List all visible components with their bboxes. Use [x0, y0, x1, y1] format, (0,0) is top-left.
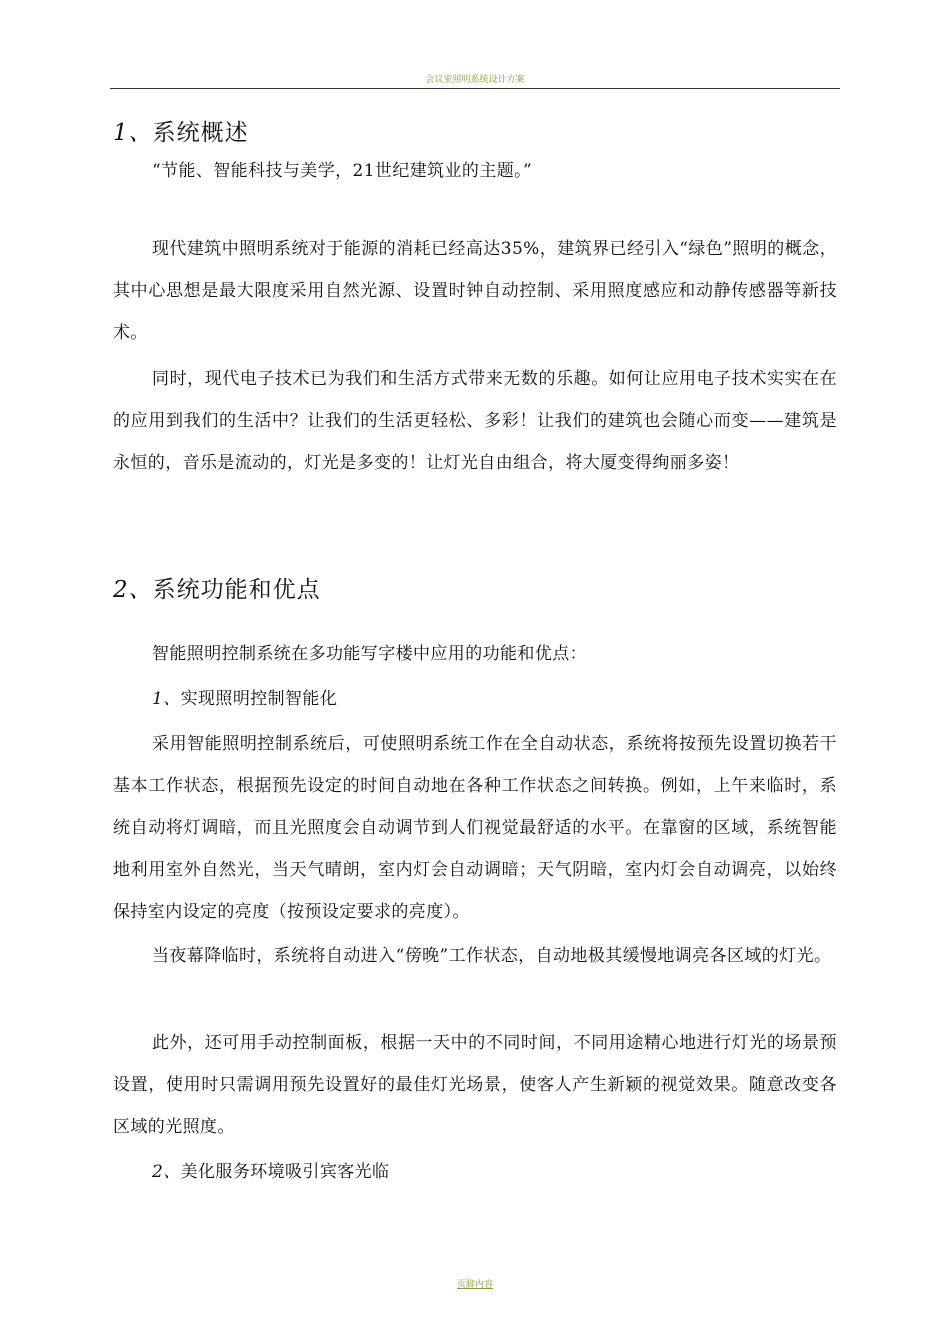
subsection-1-number: 1、	[152, 689, 181, 709]
header-divider	[110, 88, 840, 89]
section-1-number: 1、	[113, 120, 153, 146]
section-2-heading	[113, 575, 321, 605]
section-2-number: 2、	[113, 577, 153, 603]
section-2-paragraph-2: 当夜幕降临时，系统将自动进入“傍晚”工作状态，自动地极其缓慢地调亮各区域的灯光。	[152, 946, 832, 966]
subsection-2-title: 美化服务环境吸引宾客光临	[180, 1162, 390, 1182]
section-2-intro: 智能照明控制系统在多功能写字楼中应用的功能和优点：	[152, 644, 587, 664]
subsection-1-heading	[113, 678, 837, 720]
page-header: 会议室照明系统设计方案	[425, 75, 525, 85]
subsection-2-heading	[113, 1151, 837, 1193]
footer-text: 页脚内容	[456, 1280, 493, 1290]
section-2-title: 系统功能和优点	[152, 577, 321, 603]
section-2-paragraph-1: 采用智能照明控制系统后，可使照明系统工作在全自动状态，系统将按预先设置切换若干基本工作状态，根据预先设定的时间自动地在各种工作状态之间转换。例如，上午来临时，系统自动将灯调暗，而且光照度会自动调节到人们视觉最舒适的水平。在靠窗的区域，系统智能地利用室外自然光，当天气晴朗，室内灯会自动调暗；天气阴暗，室内灯会自动调亮，以始终保持室内设定的亮度（按预设定要求的亮度）。	[113, 734, 837, 922]
page-footer	[0, 1277, 950, 1290]
subsection-1-title: 实现照明控制智能化	[180, 689, 338, 709]
section-2-paragraph-3: 此外，还可用手动控制面板，根据一天中的不同时间，不同用途精心地进行灯光的场景预设置，使用时只需调用预先设置好的最佳灯光场景，使客人产生新颖的视觉效果。随意改变各区域的光照度。	[113, 1033, 837, 1137]
section-1-paragraph-1: 现代建筑中照明系统对于能源的消耗已经高达35%，建筑界已经引入“绿色”照明的概念，其中心思想是最大限度采用自然光源、设置时钟自动控制、采用照度感应和动静传感器等新技术。	[113, 239, 837, 343]
section-1-quote: “节能、智能科技与美学，21世纪建筑业的主题。”	[152, 161, 533, 181]
section-1-title: 系统概述	[152, 120, 249, 146]
section-1-paragraph-2: 同时，现代电子技术已为我们和生活方式带来无数的乐趣。如何让应用电子技术实实在在的应用到我们的生活中？让我们的生活更轻松、多彩！让我们的建筑也会随心而变——建筑是永恒的，音乐是流动的，灯光是多变的！让灯光自由组合，将大厦变得绚丽多姿！	[113, 369, 837, 473]
section-1-heading	[113, 118, 249, 148]
subsection-2-number: 2、	[152, 1162, 181, 1182]
